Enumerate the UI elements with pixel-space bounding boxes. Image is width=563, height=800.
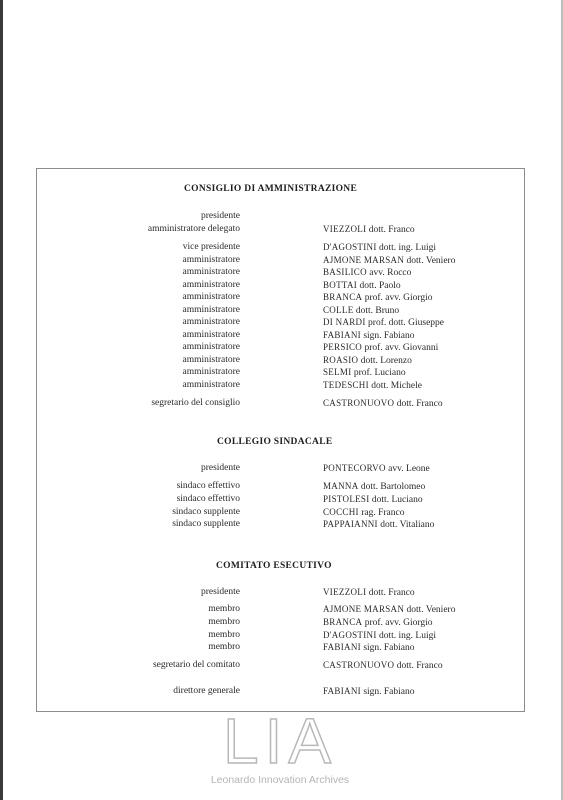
member-title-and-given-name: dott. Vitaliano — [380, 520, 435, 530]
member-name — [323, 291, 433, 304]
member-title-and-given-name: dott. Michele — [371, 381, 422, 391]
role-label: membro — [208, 642, 240, 652]
roster-row — [37, 304, 524, 316]
member-name — [323, 316, 444, 329]
role-label: presidente — [200, 211, 240, 221]
roster-row — [37, 291, 524, 303]
member-title-and-given-name: dott. Franco — [396, 399, 443, 409]
member-name — [323, 379, 422, 392]
member-title-and-given-name: dott. Veniero — [406, 605, 456, 615]
member-title-and-given-name: dott. Franco — [396, 661, 443, 671]
role-label: sindaco effettivo — [176, 481, 240, 491]
member-name — [323, 641, 415, 654]
member-name — [323, 480, 425, 493]
member-surname: BASILICO — [323, 267, 367, 277]
member-name — [323, 341, 438, 354]
member-title-and-given-name: dott. ing. Luigi — [379, 243, 436, 253]
member-title-and-given-name: avv. Rocco — [369, 268, 412, 278]
section-title-comitato-esecutivo: COMITATO ESECUTIVO — [216, 561, 332, 571]
member-surname: FABIANI — [323, 642, 361, 652]
role-label: amministratore — [182, 292, 240, 302]
member-title-and-given-name: avv. Leone — [388, 464, 430, 474]
roster-row — [37, 341, 524, 353]
member-name — [323, 462, 430, 475]
member-surname: BRANCA — [323, 292, 363, 302]
member-surname: PONTECORVO — [323, 463, 386, 473]
watermark — [190, 706, 370, 798]
member-surname: COCCHI — [323, 507, 359, 517]
member-title-and-given-name: dott. ing. Luigi — [379, 631, 436, 641]
member-surname: PAPPAIANNI — [323, 519, 378, 529]
member-title-and-given-name: prof. dott. Giuseppe — [368, 318, 445, 328]
member-name — [323, 659, 443, 672]
role-label: amministratore delegato — [147, 224, 240, 234]
member-surname: AJMONE MARSAN — [323, 255, 405, 265]
roster-row — [37, 210, 524, 222]
member-surname: FABIANI — [323, 330, 361, 340]
roster-row — [37, 279, 524, 291]
role-label: amministratore — [182, 305, 240, 315]
member-surname: BRANCA — [323, 617, 363, 627]
watermark-caption: Leonardo Innovation Archives — [210, 774, 350, 786]
member-surname: AJMONE MARSAN — [323, 604, 405, 614]
member-title-and-given-name: rag. Franco — [361, 508, 405, 518]
role-label: amministratore — [182, 342, 240, 352]
role-label: amministratore — [182, 255, 240, 265]
roster-row — [37, 266, 524, 278]
member-title-and-given-name: dott. Franco — [368, 225, 415, 235]
member-name — [323, 518, 434, 531]
roster-row — [37, 354, 524, 366]
member-surname: BOTTAI — [323, 280, 358, 290]
member-surname: ROASIO — [323, 355, 359, 365]
roster-row — [37, 223, 524, 235]
member-title-and-given-name: dott. Veniero — [406, 256, 456, 266]
roster-row — [37, 493, 524, 505]
role-label: segretario del comitato — [152, 660, 240, 670]
role-label: membro — [208, 630, 240, 640]
member-title-and-given-name: dott. Franco — [368, 588, 415, 598]
section-title-collegio-sindacale: COLLEGIO SINDACALE — [217, 437, 333, 447]
role-label: membro — [208, 604, 240, 614]
role-label: sindaco supplente — [172, 507, 240, 517]
roster-row — [37, 685, 524, 697]
role-label: presidente — [200, 587, 240, 597]
member-surname: PISTOLESI — [323, 494, 370, 504]
member-title-and-given-name: prof. avv. Giorgio — [364, 293, 433, 303]
member-title-and-given-name: sign. Fabiano — [363, 643, 415, 653]
member-surname: CASTRONUOVO — [323, 398, 395, 408]
watermark-logo: LIA — [222, 705, 338, 777]
member-surname: PERSICO — [323, 342, 363, 352]
member-name — [323, 366, 406, 379]
member-title-and-given-name: prof. Luciano — [353, 368, 406, 378]
member-title-and-given-name: dott. Lorenzo — [360, 356, 412, 366]
member-title-and-given-name: dott. Luciano — [371, 495, 423, 505]
roster-row — [37, 397, 524, 409]
role-label: sindaco effettivo — [176, 494, 240, 504]
roster-row — [37, 603, 524, 615]
member-surname: CASTRONUOVO — [323, 660, 395, 670]
member-title-and-given-name: dott. Bartolomeo — [360, 482, 426, 492]
member-surname: VIEZZOLI — [323, 224, 367, 234]
role-label: direttore generale — [173, 686, 240, 696]
role-label: amministratore — [182, 380, 240, 390]
member-surname: D'AGOSTINI — [323, 630, 377, 640]
roster-row — [37, 506, 524, 518]
member-surname: SELMI — [323, 367, 352, 377]
member-surname: FABIANI — [323, 686, 361, 696]
role-label: amministratore — [182, 355, 240, 365]
roster-row — [37, 316, 524, 328]
member-title-and-given-name: dott. Bruno — [355, 306, 400, 316]
member-surname: MANNA — [323, 481, 359, 491]
role-label: presidente — [200, 463, 240, 473]
roster-row — [37, 366, 524, 378]
page-edge-left — [0, 0, 3, 800]
role-label: segretario del consiglio — [151, 398, 240, 408]
roster-row — [37, 480, 524, 492]
roster-row — [37, 241, 524, 253]
member-surname: VIEZZOLI — [323, 587, 367, 597]
member-name — [323, 586, 415, 599]
roster-row — [37, 641, 524, 653]
role-label: amministratore — [182, 330, 240, 340]
roster-row — [37, 629, 524, 641]
member-name — [323, 223, 415, 236]
role-label: amministratore — [182, 280, 240, 290]
member-title-and-given-name: prof. avv. Giorgio — [364, 618, 433, 628]
member-surname: DI NARDI — [323, 317, 366, 327]
roster-row — [37, 379, 524, 391]
roster-row — [37, 329, 524, 341]
role-label: vice presidente — [182, 242, 240, 252]
role-label: membro — [208, 617, 240, 627]
role-label: amministratore — [182, 367, 240, 377]
roster-row — [37, 254, 524, 266]
roster-row — [37, 518, 524, 530]
member-surname: COLLE — [323, 305, 354, 315]
roster-row — [37, 586, 524, 598]
member-name — [323, 616, 433, 629]
member-title-and-given-name: sign. Fabiano — [363, 687, 415, 697]
roster-row — [37, 462, 524, 474]
member-name — [323, 241, 436, 254]
role-label: amministratore — [182, 317, 240, 327]
roster-frame — [36, 168, 525, 712]
section-title-consiglio-di-amministrazione: CONSIGLIO DI AMMINISTRAZIONE — [184, 184, 358, 194]
roster-row — [37, 659, 524, 671]
member-name — [323, 397, 443, 410]
member-title-and-given-name: prof. avv. Giovanni — [364, 343, 439, 353]
member-name — [323, 493, 423, 506]
member-name — [323, 685, 415, 698]
role-label: sindaco supplente — [172, 519, 240, 529]
member-name — [323, 603, 455, 616]
member-title-and-given-name: dott. Paolo — [359, 281, 401, 291]
role-label: amministratore — [182, 267, 240, 277]
member-surname: TEDESCHI — [323, 380, 369, 390]
member-surname: D'AGOSTINI — [323, 242, 377, 252]
member-title-and-given-name: sign. Fabiano — [363, 331, 415, 341]
member-name — [323, 266, 411, 279]
roster-row — [37, 616, 524, 628]
